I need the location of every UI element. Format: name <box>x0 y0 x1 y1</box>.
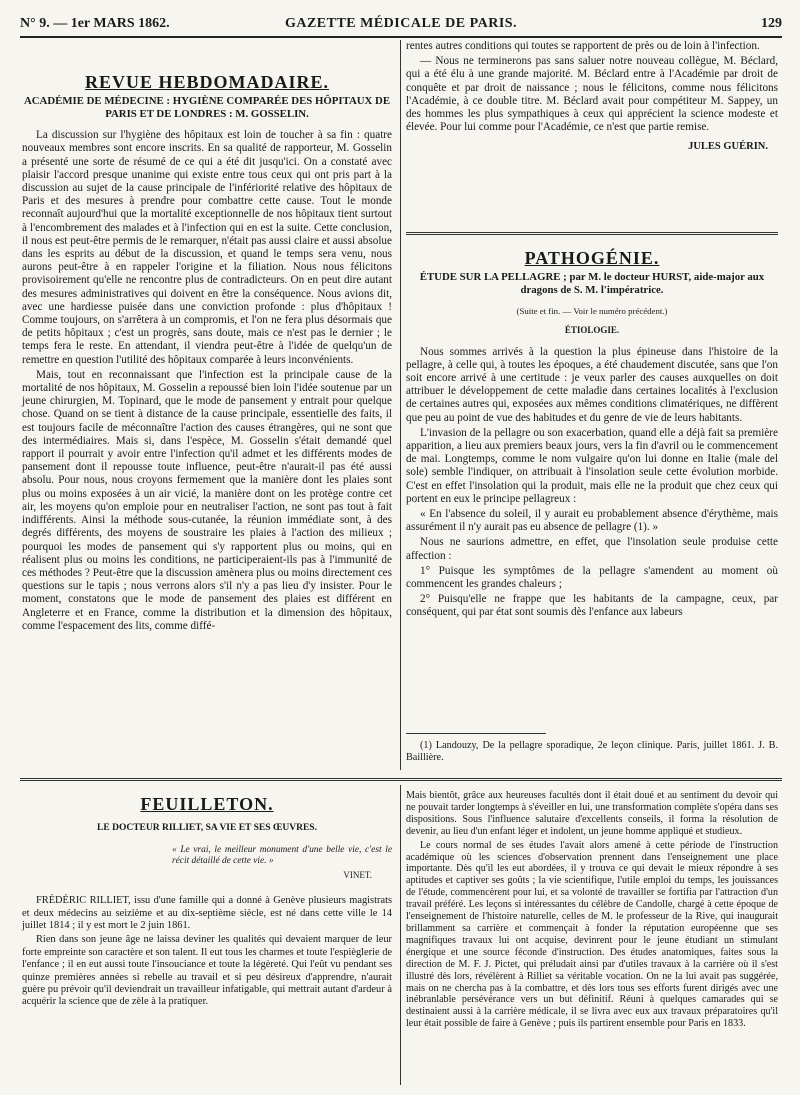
revue-title: REVUE HEBDOMADAIRE. <box>84 72 330 92</box>
revue-author: JULES GUÉRIN. <box>688 141 768 153</box>
journal-title: GAZETTE MÉDICALE DE PARIS. <box>284 16 518 31</box>
feuilleton-title: FEUILLETON. <box>140 794 274 814</box>
page-header <box>20 14 782 38</box>
footnote-text: (1) Landouzy, De la pellagre sporadique, 2e leçon clinique. Paris, juillet 1861. J. B. Baillière. <box>406 740 778 763</box>
feuilleton-paragraph: FRÉDÉRIC RILLIET, issu d'une famille qui a donné à Genève plusieurs magistrats et deux médecins au seizième et au dix-septième siècle, est né dans cette ville le 14 juillet 1814 ; il y est mort le 2 juin 1861. <box>22 895 392 932</box>
pathogenie-point: 2° Puisqu'elle ne frappe que les habitants de la campagne, ceux, par conséquent, qui par état sont soumis dès l'enfance aux labeurs <box>406 593 778 619</box>
revue-column <box>22 70 392 635</box>
epigraph-author: VINET. <box>343 869 372 880</box>
epigraph: « Le vrai, le meilleur monument d'une belle vie, c'est le récit détaillé de cette vie. » <box>172 844 392 866</box>
pathogenie-subtitle: ÉTUDE SUR LA PELLAGRE ; par M. le docteur HURST, aide-major aux dragons de S. M. l'impératrice. <box>419 271 765 297</box>
feuilleton-subtitle: LE DOCTEUR RILLIET, SA VIE ET SES ŒUVRES. <box>97 823 317 834</box>
feuilleton-paragraph: Le cours normal de ses études l'avait alors amené à cette période de l'instruction académique où les sciences d'observation prennent dans l'enseignement une place importante. Dès qu'il les eut abordées, il y trouva ce qui devait le mieux répondre à ses aptitudes et captiver ses goûts ; la vie scientifique, l'utile emploi du temps, les jouissances de l'étude, commencèrent pour lui, et sa volonté de travailler se fortifia par l'attraction d'un travail préféré. Les leçons si intéressantes du célèbre de Candolle, chargé à cette époque de l'enseignement de l'histoire naturelle, celles de M. le professeur de la Rive, qui inaugurait brillamment sa carrière et commençait à fonder la réputation européenne que ses magnifiques travaux lui ont acquise, devinrent pour le jeune étudiant un stimulant énergique et une source féconde d'instruction. Des études anatomiques, faites sous la direction de M. F. J. Pictet, qui préludait ainsi par d'utiles travaux à la carrière où il s'est illustré dès lors, révélèrent à Rilliet sa véritable vocation. On ne la lui avait pas suggérée, mais on ne chercha pas à la combattre, et dès lors tous ses efforts furent dirigés avec une inébranlable persévérance vers un but définitif. Réuni à quelques camarades qui se destinaient aussi à la carrière médicale, il se livra avec eux aux travaux préparatoires qu'il leur était possible de faire à Genève ; puis ils partirent ensemble pour Paris en 1833. <box>406 839 778 1030</box>
pathogenie-column <box>406 246 778 622</box>
footnote <box>406 740 778 766</box>
beclard-paragraph: — Nous ne terminerons pas sans saluer notre nouveau collègue, M. Béclard, qui a été élu à une grande majorité. M. Béclard entre à l'Académie par droit de conquête et par droit de naissance ; nous le félicitons, comme nous félicitons l'Académie, à ce double titre. M. Béclard avait pour compétiteur M. Sappey, un des hommes les plus sympathiques à ceux qui apprécient la science modeste et élevée. Pour lui comme pour l'Académie, ce n'est que partie remise. <box>406 55 778 134</box>
revue-paragraph: La discussion sur l'hygiène des hôpitaux est loin de toucher à sa fin : quatre nouveaux membres sont encore inscrits. En sa qualité de rapporteur, M. Gosselin a présenté une sorte de résumé de ce qui a été dit jusqu'ici. On a constaté avec plaisir l'accord presque unanime qui existe entre tous ceux qui ont pris part à la discussion au sujet de la cause principale de l'infériorité relative des hôpitaux de Paris et des mesures à prendre pour combattre cette cause. Tout le monde reconnaît aujourd'hui que la mortalité exceptionnelle de nos hôpitaux tient surtout à l'encombrement des malades et à l'infection qui en est la suite. Cette conclusion, il nous est peut-être permis de le remarquer, n'était pas aussi claire et aussi absolue dans les esprits au début de la discussion, et quand le temps sera venu, nous aurons peut-être à en rappeler l'origine et la filiation. Nous nous félicitons provisoirement qu'elle ne rencontre plus de contradicteurs. On en peut dire autant des mesures administratives qui doivent en être la conséquence. Nous avions dit, avec une hardiesse puisée dans une conviction profonde : plus d'hôpitaux ! Comme toujours, on s'arrêtera à un compromis, et l'on ne fera plus désormais que de petits hôpitaux ; c'est un progrès, sans doute, mais ce n'est pas le dernier ; le temps fera le reste. En attendant, il viendra peut-être à l'idée de quelqu'un de remettre en question l'utilité des hôpitaux comparée à leurs inconvénients. <box>22 129 392 366</box>
etiologie-heading: ÉTIOLOGIE. <box>564 325 620 336</box>
issue-date: N° 9. — 1er MARS 1862. <box>20 16 170 31</box>
feuilleton-column-divider <box>400 785 401 1085</box>
revue-paragraph: Mais, tout en reconnaissant que l'infection est la principale cause de la mortalité de nos hôpitaux, M. Gosselin a repoussé bien loin l'idée soutenue par un jeune chirurgien, M. Topinard, que le mode de pansement y entrait pour quelque chose. Quand on se tient à distance de la cause principale, essentielle des faits, il est toujours facile de méconnaître l'action des causes étrangères, qui ne sont que des intermédiaires. Mais si, dans l'espèce, M. Gosselin s'était demandé quel rapport il pourrait y avoir entre l'infection qu'il admet et les différents modes de pansement dont il repousse toute influence, peut-être n'aurait-il pas été aussi absolu. Pour nous, nous croyons fermement que la manière dont les plaies sont plus ou moins exposées à un air vicié, la manière dont on les protège contre cet air, les moyens qu'on emploie pour en neutraliser l'action, ne sont pas tout à fait indifférents. Ainsi la méthode sous-cutanée, la réunion immédiate sont, à des degrés différents, des moyens de soustraire les plaies à l'action des milieux ; pourquoi les modes de pansement qui s'y rapportent plus ou moins, qui en réalisent plus ou moins les conditions, ne participeraient-ils pas à l'immunité de ces méthodes ? Peut-être que la discussion amènera plus ou moins directement ces questions sur le tapis ; nous verrons alors s'il n'y a pas lieu d'y insister. Pour le moment, constatons que le mode de pansement des plaies est différent en Angleterre et en France, comme la distribution et la dimension des hôpitaux, comme l'espacement des lits, comme diffé- <box>22 368 392 632</box>
pathogenie-quote: « En l'absence du soleil, il y aurait eu probablement absence d'érythème, mais assurément il n'y aurait pas eu absence de pellagre (1). » <box>406 508 778 534</box>
revue-subtitle: ACADÉMIE DE MÉDECINE : HYGIÈNE COMPARÉE DES HÔPITAUX DE PARIS ET DE LONDRES : M. GOSSELIN. <box>23 95 391 121</box>
pathogenie-title: PATHOGÉNIE. <box>524 248 660 268</box>
section-divider <box>406 232 778 235</box>
pathogenie-paragraph: Nous ne saurions admettre, en effet, que l'insolation seule produise cette affection : <box>406 536 778 562</box>
right-column <box>406 40 778 154</box>
feuilleton-left-column <box>22 790 392 1011</box>
pathogenie-paragraph: L'invasion de la pellagre ou son exacerbation, quand elle a déjà fait sa première apparition, a lieu aux premiers beaux jours, vers la fin d'avril ou le commencement de mai. Longtemps, comme le nom vulgaire qu'on lui donne en Italie (male del sole) semble l'indiquer, on attribuait à l'insolation seule cette évolution morbide. C'est en effet l'insolation qui la produit, mais elle ne la produit que chez ceux qui portent en eux le principe pellagreux : <box>406 426 778 505</box>
feuilleton-paragraph: Rien dans son jeune âge ne laissa deviner les qualités qui devaient marquer de leur forte empreinte son caractère et son talent. Il eut tous les charmes et toute l'espièglerie de l'enfance ; il en eut aussi toute l'insouciance et toute la légèreté. Qui l'eût vu pendant ses quinze premières années si rebelle au travail et si peu désireux d'apprendre, n'aurait guère pu prévoir qu'il deviendrait un travailleur infatigable, qui mettrait autant d'ardeur à acquérir la science que de zèle à la pratiquer. <box>22 934 393 1008</box>
page-number: 129 <box>761 16 782 31</box>
revue-continuation: rentes autres conditions qui toutes se rapportent de près ou de loin à l'infection. <box>406 40 760 52</box>
column-divider <box>400 40 401 770</box>
feuilleton-right-column <box>406 790 778 1032</box>
feuilleton-paragraph: Mais bientôt, grâce aux heureuses facultés dont il était doué et au sentiment du devoir qui ne pouvait tarder longtemps à s'éveiller en lui, une transformation complète s'opéra dans ses dispositions. Sous l'influence salutaire d'excellents conseils, il forma la résolution de devenir, au lieu d'un enfant léger et indolent, un jeune homme appliqué et studieux. <box>406 790 778 837</box>
pathogenie-paragraph: Nous sommes arrivés à la question la plus épineuse dans l'histoire de la pellagre, à celle qui, à toutes les époques, a été chaudement discutée, sans que l'on soit encore arrivé à une certitude : je veux parler des causes auxquelles on doit attribuer le développement de cette maladie dans certaines localités à l'exclusion de certaines autres qui, exposées aux mêmes conditions climatériques, ne diffèrent que peu au point de vue des habitudes et du genre de vie de leurs habitants. <box>406 345 778 424</box>
continuation-note: (Suite et fin. — Voir le numéro précédent.) <box>516 306 668 317</box>
footnote-rule <box>406 733 546 734</box>
feuilleton-divider <box>20 778 782 781</box>
pathogenie-point: 1° Puisque les symptômes de la pellagre s'amendent au moment où commencent les grandes chaleurs ; <box>406 564 778 591</box>
